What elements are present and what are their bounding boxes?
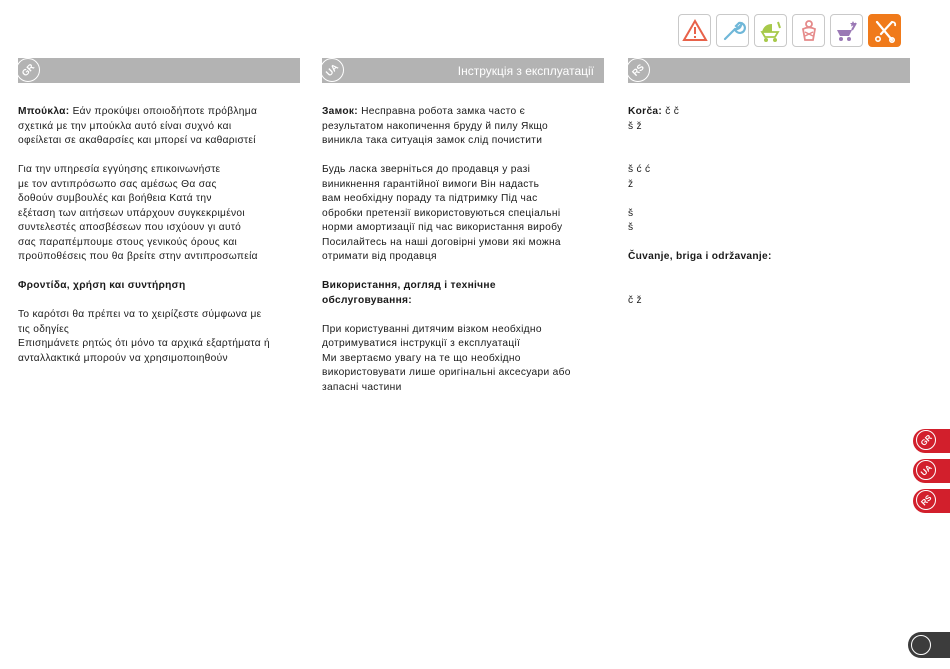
page-circle-icon [911, 635, 931, 655]
side-tab-ua[interactable] [913, 459, 950, 483]
stroller-fold-icon [868, 14, 901, 47]
column-header-gr [18, 58, 300, 83]
language-badge-rs: RS [621, 53, 655, 87]
column-title-ua: Інструкція з експлуатації [457, 64, 594, 78]
side-tab-badge: UA [912, 456, 940, 484]
warning-icon [678, 14, 711, 47]
paragraph: Το καρότσι θα πρέπει να το χειρίζεστε σύμφωνα με τις οδηγίες Επισημάνετε ρητώς ότι μόνο τα αρχικά εξαρτήματα ή ανταλλακτικά μπορούν να χρησιμοποιηθούν [18, 309, 271, 364]
column-header-rs [628, 58, 910, 83]
stroller-accessory-icon [830, 14, 863, 47]
column-rs [628, 58, 910, 323]
paragraph: Замок: Несправна робота замка часто є результатом накопичення бруду й пилу Якщо виникла така ситуація замок слід почистити [322, 106, 548, 146]
page-marker-tab [908, 632, 950, 658]
side-tab-gr[interactable] [913, 429, 950, 453]
side-tab-badge: RS [912, 486, 940, 514]
column-ua [322, 58, 604, 410]
column-header-ua [322, 58, 604, 83]
text-block-rs [628, 105, 910, 308]
child-harness-icon [792, 14, 825, 47]
paragraph: Korča: č č š ž [628, 106, 680, 132]
paragraph: Για την υπηρεσία εγγύησης επικοινωνήστε με τον αντιπρόσωπο σας αμέσως Θα σας δοθούν συμβουλές και βοήθεια Κατά την εξέταση των αιτήσεων υπάρχουν συγκεκριμένοι συντελεστές αποσβέσεων που ισχύουν γι αυτό σας παραπέμπουμε στους γενικούς όρους και προϋποθέσεις που θα βρείτε στην αντιπροσωπεία [18, 164, 258, 262]
section-heading: Використання, догляд і технічне обслуговування: [322, 280, 496, 306]
language-badge-ua: UA [315, 53, 349, 87]
wrench-icon [716, 14, 749, 47]
text-block-ua [322, 105, 604, 395]
side-tab-rs[interactable] [913, 489, 950, 513]
section-heading: Čuvanje, briga i održavanje: [628, 251, 772, 262]
column-gr [18, 58, 300, 381]
side-tab-badge: GR [912, 426, 940, 454]
paragraph: Μπούκλα: Εάν προκύψει οποιοδήποτε πρόβλημα σχετικά με την μπούκλα αυτό είναι συχνό και οφείλεται σε ακαθαρσίες και μπορεί να καθαριστεί [18, 106, 258, 146]
paragraph: При користуванні дитячим візком необхідно дотримуватися інструкції з експлуатації Ми звертаємо увагу на те що необхідно використовувати лише оригінальні аксесуари або запасні частини [322, 323, 571, 393]
text-block-gr [18, 105, 300, 366]
paragraph: š ć ć ž š š [628, 164, 651, 233]
section-heading: Φροντίδα, χρήση και συντήρηση [18, 280, 186, 291]
paragraph: Будь ласка зверніться до продавця у разі виникнення гарантійної вимоги Він надасть вам необхідну пораду та підтримку Під час обробки претензії використовуються спеціальні норми амортизації під час використання виробу Посилайтесь на наші договірні умови які можна отримати від продавця [322, 164, 563, 262]
icon-row [678, 14, 901, 47]
language-badge-gr: GR [11, 53, 45, 87]
paragraph: č ž [628, 294, 642, 306]
stroller-clean-icon [754, 14, 787, 47]
